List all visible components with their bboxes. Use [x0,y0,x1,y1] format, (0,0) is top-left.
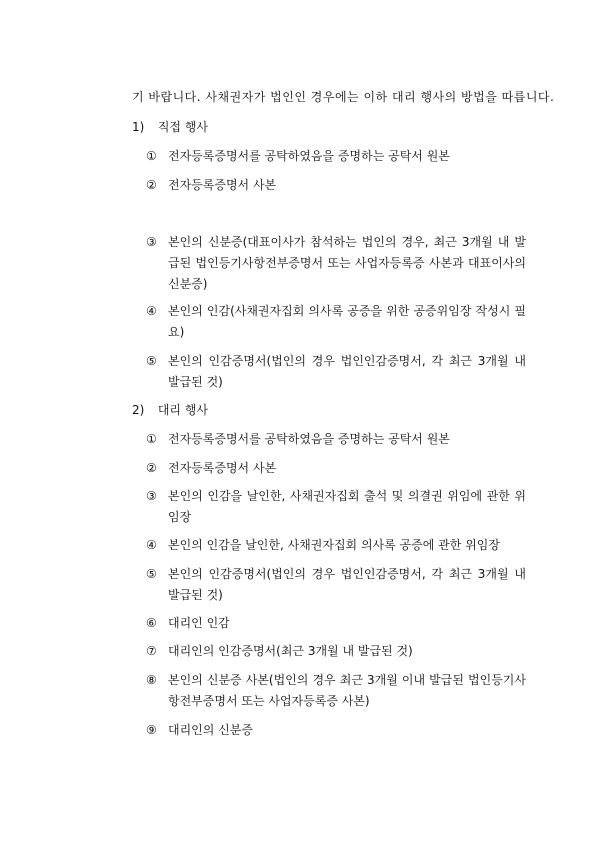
item-mark: ① [146,432,157,446]
item-mark: ② [146,178,157,192]
list-item [146,486,526,528]
item-mark: ⑨ [146,723,157,737]
item-text: 본인의 신분증(대표이사가 참석하는 법인의 경우, 최근 3개월 내 발급된 법인등기사항전부증명서 또는 사업자등록증 사본과 대표이사의 신분증) [168,235,526,291]
item-mark: ⑤ [146,354,157,368]
item-mark: ⑧ [146,673,157,687]
section-number: 1) [132,120,145,134]
section-title: 직접 행사 [157,120,209,134]
section-heading-proxy [132,401,208,419]
item-mark: ⑤ [146,567,157,581]
item-text: 전자등록증명서 사본 [168,178,277,192]
list-item [146,429,526,450]
item-text: 본인의 신분증 사본(법인의 경우 최근 3개월 이내 발급된 법인등기사항전부증명서 또는 사업자등록증 사본) [168,673,526,708]
item-mark: ③ [146,489,157,503]
list-item [146,564,526,606]
list-item [146,670,526,712]
item-text: 전자등록증명서를 공탁하였음을 증명하는 공탁서 원본 [168,149,450,163]
list-item [146,146,526,167]
item-mark: ② [146,461,157,475]
section-title: 대리 행사 [157,403,209,417]
item-text: 대리인의 신분증 [168,723,253,737]
list-item [146,301,526,343]
list-item [146,535,526,556]
item-mark: ① [146,149,157,163]
intro-paragraph: 기 바랍니다. 사채권자가 법인인 경우에는 이하 대리 행사의 방법을 따릅니다. [132,90,555,104]
item-text: 본인의 인감(사채권자집회 의사록 공증을 위한 공증위임장 작성시 필요) [168,304,526,339]
item-mark: ⑦ [146,644,157,658]
item-text: 대리인 인감 [168,616,230,630]
item-text: 본인의 인감을 날인한, 사채권자집회 출석 및 의결권 위임에 관한 위임장 [168,489,526,524]
item-text: 본인의 인감증명서(법인의 경우 법인인감증명서, 각 최근 3개월 내 발급된 것) [168,354,526,389]
list-item [146,232,526,295]
list-item [146,720,526,741]
item-mark: ⑥ [146,616,157,630]
list-item [146,175,526,196]
item-text: 본인의 인감을 날인한, 사채권자집회 의사록 공증에 관한 위임장 [168,538,500,552]
item-mark: ④ [146,538,157,552]
item-text: 본인의 인감증명서(법인의 경우 법인인감증명서, 각 최근 3개월 내 발급된 것) [168,567,526,602]
item-text: 전자등록증명서를 공탁하였음을 증명하는 공탁서 원본 [168,432,450,446]
item-mark: ④ [146,304,157,318]
section-heading-direct [132,118,208,136]
section-number: 2) [132,403,145,417]
list-item [146,613,526,634]
item-text: 대리인의 인감증명서(최근 3개월 내 발급된 것) [168,644,413,658]
item-mark: ③ [146,235,157,249]
list-item [146,641,526,662]
list-item [146,351,526,393]
item-text: 전자등록증명서 사본 [168,461,277,475]
list-item [146,458,526,479]
